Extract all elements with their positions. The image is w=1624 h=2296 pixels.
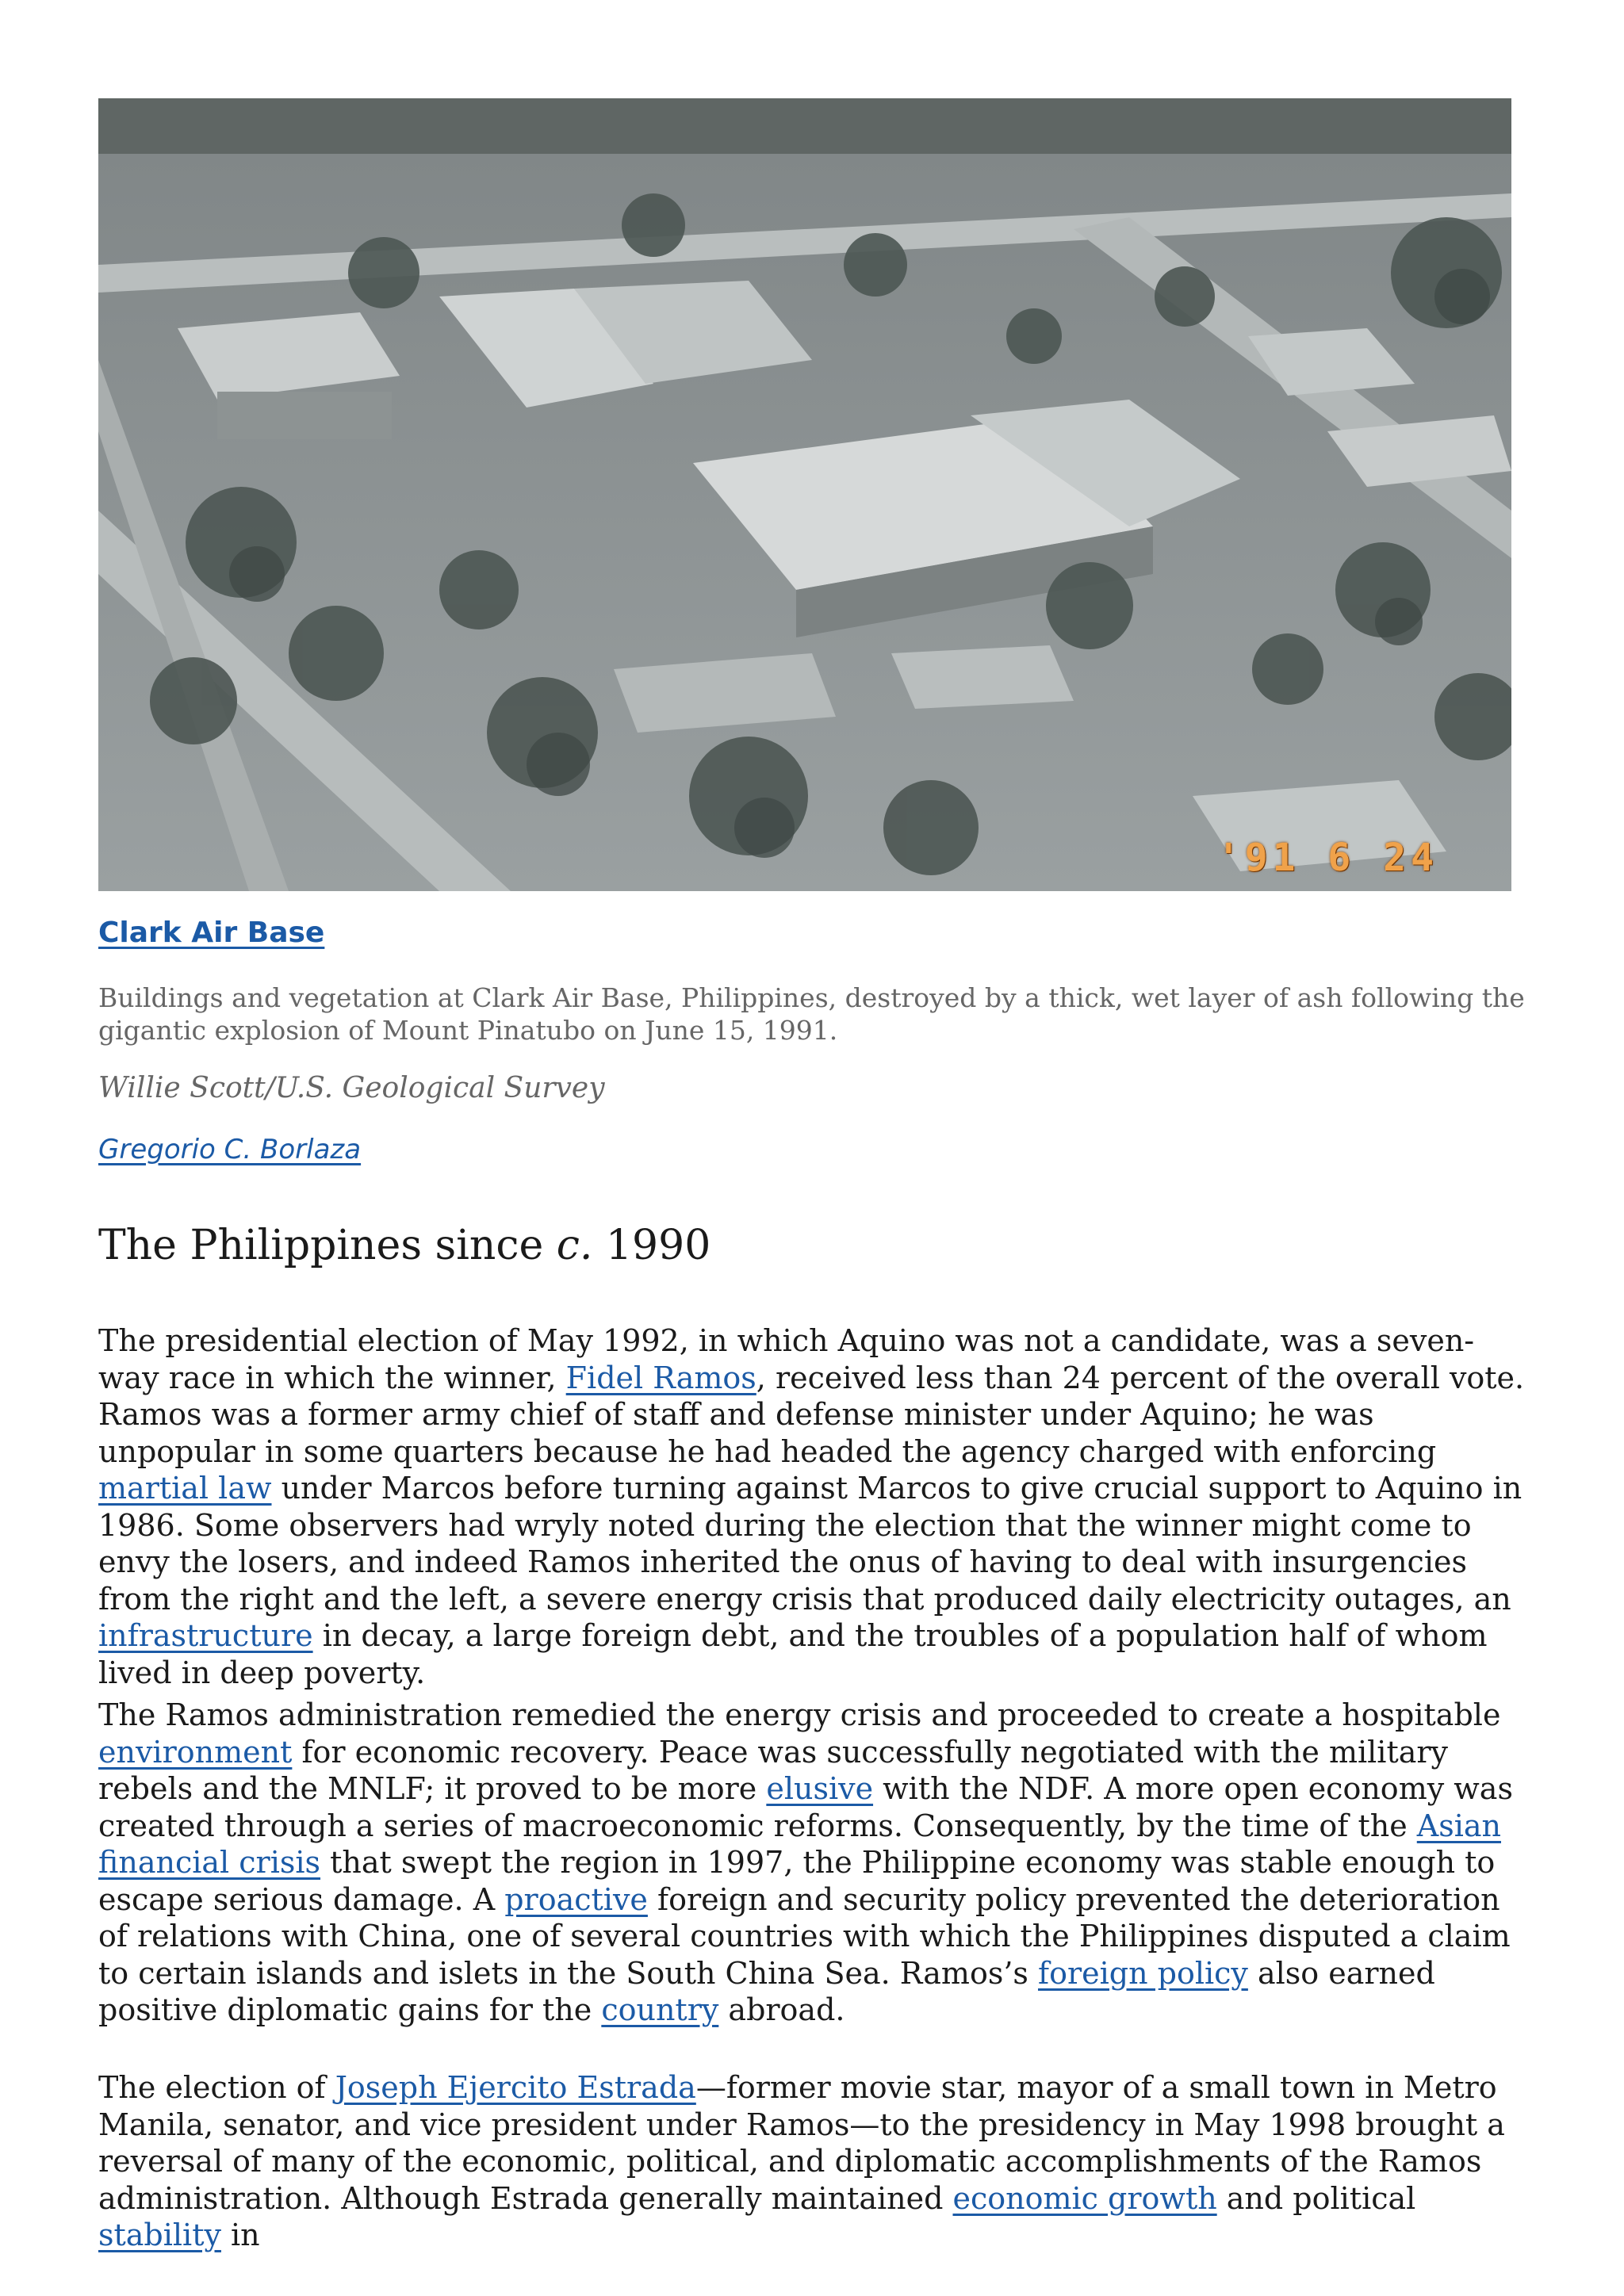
- text: The election of: [98, 2070, 335, 2105]
- text: for economic recovery. Peace was successfully negotiated with the military rebels and the MNLF; it proved to be more: [98, 1734, 1449, 1806]
- text: in: [220, 2218, 260, 2252]
- photo-date-stamp: '91 6 24: [1216, 836, 1438, 880]
- link-proactive[interactable]: proactive: [504, 1881, 648, 1917]
- ash-covered-buildings-image: [98, 98, 1511, 891]
- link-fidel-ramos[interactable]: Fidel Ramos: [565, 1360, 756, 1395]
- paragraph-2: [98, 1697, 1526, 2029]
- section-title-text: The Philippines since: [98, 1221, 557, 1269]
- link-infrastructure[interactable]: infrastructure: [98, 1618, 313, 1653]
- author-link[interactable]: Gregorio C. Borlaza: [98, 1134, 362, 1165]
- link-joseph-ejercito-estrada[interactable]: Joseph Ejercito Estrada: [335, 2070, 696, 2105]
- clark-air-base-photo[interactable]: [98, 98, 1511, 891]
- caption-title-link[interactable]: Clark Air Base: [98, 916, 325, 949]
- text: The presidential election of May 1992, in which Aquino was not a candidate, was a seven-way race in which the winner,: [98, 1323, 1475, 1395]
- text: with the NDF. A more open economy was created through a series of macroeconomic reforms. Consequently, by the time of the: [98, 1771, 1513, 1843]
- text: , received less than 24 percent of the overall vote. Ramos was a former army chief of staff and defense minister under Aquino; he was unpopular in some quarters because he had headed the agency charged with enforcing: [98, 1360, 1525, 1469]
- link-elusive[interactable]: elusive: [766, 1771, 874, 1806]
- section-title: [98, 1222, 710, 1269]
- text: in decay, a large foreign debt, and the troubles of a population half of whom lived in deep poverty.: [98, 1618, 1488, 1690]
- photo-credit: Willie Scott/U.S. Geological Survey: [98, 1072, 605, 1104]
- text: also earned positive diplomatic gains for the: [98, 1955, 1435, 2027]
- text: —former movie star, mayor of a small town in Metro Manila, senator, and vice president under Ramos—to the presidency in May 1998 brought a reversal of many of the economic, political, and diplomatic accomplishments of the Ramos administration. Although Estrada generally maintained: [98, 2070, 1505, 2216]
- link-foreign-policy[interactable]: foreign policy: [1038, 1955, 1248, 1991]
- link-stability[interactable]: stability: [98, 2218, 221, 2252]
- text: foreign and security policy prevented the deterioration of relations with China, one of several countries with which the Philippines disputed a claim to certain islands and islets in the South China Sea. Ramos’s: [98, 1881, 1511, 1991]
- section-title-circa: c.: [556, 1221, 593, 1269]
- link-asian-financial-crisis[interactable]: Asian financial crisis: [98, 1808, 1501, 1880]
- caption-text: Buildings and vegetation at Clark Air Base, Philippines, destroyed by a thick, wet layer of ash following the gigantic explosion of Mount Pinatubo on June 15, 1991.: [98, 982, 1525, 1046]
- paragraph-3: [98, 2069, 1526, 2254]
- paragraph-1: [98, 1322, 1526, 1691]
- link-martial-law[interactable]: martial law: [98, 1471, 272, 1506]
- section-title-year: 1990: [592, 1221, 711, 1269]
- text: that swept the region in 1997, the Philippine economy was stable enough to escape serious damage. A: [98, 1845, 1496, 1917]
- text: and political: [1216, 2180, 1416, 2216]
- link-country[interactable]: country: [601, 1992, 719, 2027]
- link-economic-growth[interactable]: economic growth: [952, 2180, 1217, 2216]
- text: abroad.: [718, 1992, 845, 2027]
- text: under Marcos before turning against Marcos to give crucial support to Aquino in 1986. Some observers had wryly noted during the election that the winner might come to envy the losers, and indeed Ramos inherited the onus of having to deal with insurgencies from the right and the left, a severe energy crisis that produced daily electricity outages, an: [98, 1471, 1522, 1617]
- text: The Ramos administration remedied the energy crisis and proceeded to create a hospitable: [98, 1697, 1501, 1732]
- link-environment[interactable]: environment: [98, 1734, 293, 1770]
